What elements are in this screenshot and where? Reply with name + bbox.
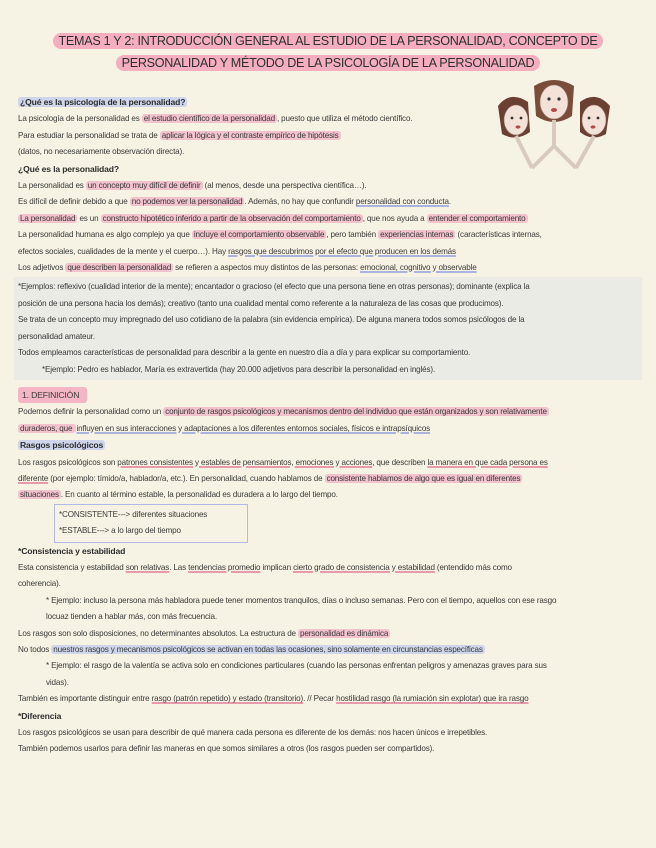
- heading-psychological-traits: Rasgos psicológicos: [20, 440, 104, 451]
- page-title: [53, 33, 604, 71]
- section-psychology-of-personality: ¿Qué es la psicología de la personalidad? La psicología de la personalidad es el estudio científico de la personalidad , puesto que utiliza el método científico. Para estudiar la personalidad se trata de aplicar la lógica y el contraste empírico de hipótesis (datos, no necesariamente observación directa). ¿Qué es la personalidad? La personalidad es un concepto muy difícil de definir (al menos, desde una perspectiva científica…). Es difícil de definir debido a que no podemos ver la personalidad . Además, no hay que confundir personalidad con conducta. La personalidad es un constructo hipotético inferido a partir de la observación del comportamiento , que nos ayuda a entender el comportamiento La personalidad humana es algo complejo ya que incluye el comportamiento observable , pero también experiencias internas (características internas, efectos sociales, cualidades de la mente y el cuerpo…). Hay rasgos que descubrimos por el efecto que producen en los demás Los adjetivos que describen la personalidad se refieren a aspectos muy distintos de las personas: emocional, cognitivo y observable *Ejemplos: reflexivo (cualidad interior de la mente); encantador o gracioso (el efecto que una persona tiene en otras personas); dominante (explica la posición de una persona hacia los demás); creativo (tanto una cualidad mental como referente a la naturaleza de las cosas que producimos). Se trata de un concepto muy impregnado del uso cotidiano de la palabra (sin evidencia empírica). De alguna manera todos somos psicólogos de la personalidad amateur. Todos empleamos características de personalidad para describir a la gente en nuestro día a día y para explicar su comportamiento. *Ejemplo: Pedro es hablador, María es extravertida (hay 20.000 adjetivos para describir la personalidad en inglés). 1. DEFINICIÓN Podemos definir la personalidad como un conjunto de rasgos psicológicos y mecanismos dentro del individuo que están organizados y son relativamente duraderos, que influyen en sus interacciones y adaptaciones a los diferentes entornos sociales, físicos e intrapsíquicos Rasgos psicológicos Los rasgos psicológicos son patrones consistentes y estables de pensamientos, emociones y acciones, que describen la manera en que cada persona es diferente (por ejemplo: tímido/a, hablador/a, etc.). En personalidad, cuando hablamos de consistente hablamos de algo que es igual en diferentes situaciones . En cuanto al término estable, la personalidad es duradera a lo largo del tiempo. *CONSISTENTE---> diferentes situaciones *ESTABLE---> a lo largo del tiempo *Consistencia y estabilidad Esta consistencia y estabilidad son relativas. Las tendencias promedio implican cierto grado de consistencia y estabilidad (entendido más como coherencia). * Ejemplo: incluso la persona más habladora puede tener momentos tranquilos, días o incluso semanas. Pero con el tiempo, aquellos con ese rasgo locuaz tienden a hablar más, con más frecuencia. Los rasgos son solo disposiciones, no determinantes absolutos. La estructura de personalidad es dinámica No todos nuestros rasgos y mecanismos psicológicos se activan en todas las ocasiones, sino solamente en circunstancias específicas * Ejemplo: el rasgo de la valentía se activa solo en condiciones particulares (cuando las personas enfrentan peligros y amenazas graves para sus vidas). También es importante distinguir entre rasgo (patrón repetido) y estado (transitorio). // Pecar hostilidad rasgo (la rumiación sin explotar) que ira rasgo *Diferencia Los rasgos psicológicos se usan para describir de qué manera cada persona es diferente de los demás: nos hacen únicos e irrepetibles. También podemos usarlos para definir las maneras en que somos similares a otros (los rasgos pueden ser compartidos).: [18, 94, 638, 758]
- three-faces-illustration: [494, 76, 614, 172]
- title-line-1: TEMAS 1 Y 2: INTRODUCCIÓN GENERAL AL ESTUDIO DE LA PERSONALIDAD, CONCEPTO DE: [58, 34, 598, 48]
- heading-what-is-personality: ¿Qué es la personalidad?: [18, 163, 119, 174]
- examples-box: *Ejemplos: reflexivo (cualidad interior de la mente); encantador o gracioso (el efecto que una persona tiene en otras personas); dominante (explica la posición de una persona hacia los demás); creativo (tanto una cualidad mental como referente a la naturaleza de las cosas que producimos). Se trata de un concepto muy impregnado del uso cotidiano de la palabra (sin evidencia empírica). De alguna manera todos somos psicólogos de la personalidad amateur. Todos empleamos características de personalidad para describir a la gente en nuestro día a día y para explicar su comportamiento. *Ejemplo: Pedro es hablador, María es extravertida (hay 20.000 adjetivos para describir la personalidad en inglés).: [14, 277, 642, 379]
- title-block: [18, 0, 638, 74]
- heading-psychology: ¿Qué es la psicología de la personalidad?: [20, 97, 186, 107]
- title-line-2: PERSONALIDAD Y MÉTODO DE LA PSICOLOGÍA DE LA PERSONALIDAD: [121, 56, 535, 70]
- heading-difference: *Diferencia: [18, 710, 62, 721]
- heading-consistency: *Consistencia y estabilidad: [18, 545, 126, 556]
- definition-tag: 1. DEFINICIÓN: [18, 387, 87, 403]
- consistency-stability-box: *CONSISTENTE---> diferentes situaciones *ESTABLE---> a lo largo del tiempo: [54, 504, 248, 543]
